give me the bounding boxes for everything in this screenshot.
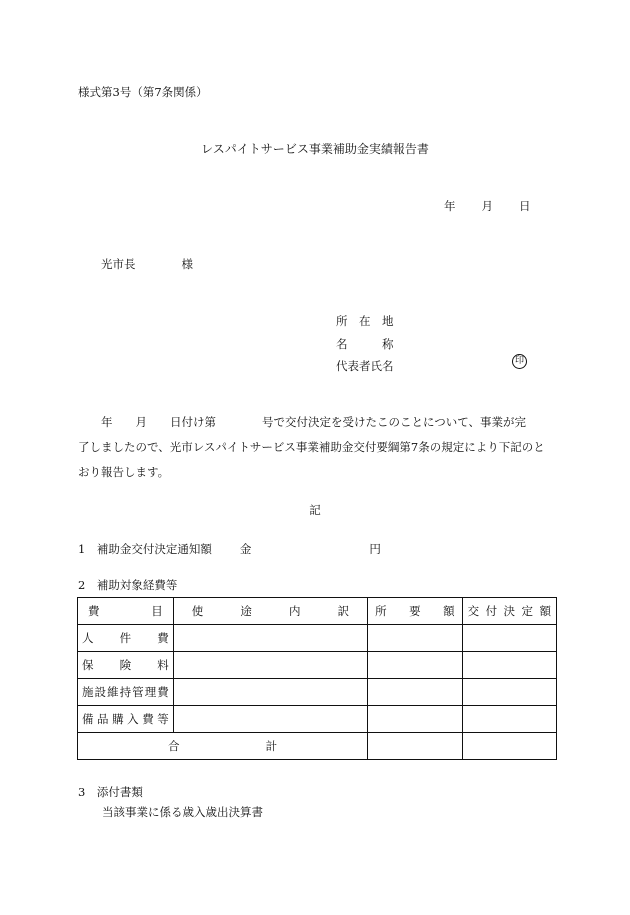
body-line-3: おり報告します。 <box>78 465 170 479</box>
header-cell: 交付決定額 <box>462 598 556 625</box>
body-paragraph <box>78 410 556 485</box>
table-cell <box>368 706 462 733</box>
row-label: 備品購入費等 <box>78 706 174 733</box>
table-cell <box>462 652 556 679</box>
row-label: 施設維持管理費 <box>78 679 174 706</box>
applicant-block <box>336 310 394 378</box>
table-cell <box>462 625 556 652</box>
table-cell <box>462 679 556 706</box>
expense-table <box>77 597 557 760</box>
ki-heading: 記 <box>309 503 321 517</box>
addressee <box>101 256 193 272</box>
table-row <box>78 679 557 706</box>
table-cell <box>368 625 462 652</box>
address-label: 所 在 地 <box>336 314 394 328</box>
item-2-label: 2 補助対象経費等 <box>78 578 178 592</box>
table-cell <box>368 652 462 679</box>
table-cell <box>462 706 556 733</box>
table-cell <box>462 733 556 760</box>
table-header-row <box>78 598 557 625</box>
form-label: 様式第3号（第7条関係） <box>78 85 208 99</box>
header-cell: 費目 <box>78 598 174 625</box>
table-total-row <box>78 733 557 760</box>
table-cell <box>173 625 367 652</box>
item-1-yen: 円 <box>369 542 381 556</box>
table-cell <box>173 706 367 733</box>
table-cell <box>368 733 462 760</box>
total-label: 合計 <box>78 733 368 760</box>
table-row <box>78 706 557 733</box>
row-label: 人件費 <box>78 625 174 652</box>
row-label: 保険料 <box>78 652 174 679</box>
addressee-name: 光市長 <box>101 257 136 271</box>
seal-mark: 印 <box>512 354 527 369</box>
table-row <box>78 625 557 652</box>
item-1-kin: 金 <box>239 542 252 556</box>
header-cell: 使途内訳 <box>173 598 367 625</box>
table-cell <box>368 679 462 706</box>
body-line-2: 了しましたので、光市レスパイトサービス事業補助金交付要綱第7条の規定により下記のと <box>78 440 545 454</box>
document-title: レスパイトサービス事業補助金実績報告書 <box>201 142 429 156</box>
table-cell <box>173 652 367 679</box>
date-line <box>444 198 531 214</box>
item-1 <box>78 541 381 557</box>
addressee-honorific: 様 <box>181 257 193 271</box>
name-label: 名 称 <box>336 336 394 351</box>
body-line-1: 年 月 日付け第 号で交付決定を受けたこのことについて、事業が完 <box>78 415 527 429</box>
date-day: 日 <box>519 199 531 213</box>
item-1-label: 1 補助金交付決定通知額 <box>78 542 212 556</box>
attachment-text: 当該事業に係る歳入歳出決算書 <box>102 805 263 819</box>
date-year: 年 <box>444 199 456 213</box>
item-3-label: 3 添付書類 <box>78 785 143 799</box>
header-cell: 所要額 <box>368 598 462 625</box>
table-row <box>78 652 557 679</box>
table-cell <box>173 679 367 706</box>
representative-label: 代表者氏名 <box>336 359 394 373</box>
date-month: 月 <box>481 199 493 213</box>
